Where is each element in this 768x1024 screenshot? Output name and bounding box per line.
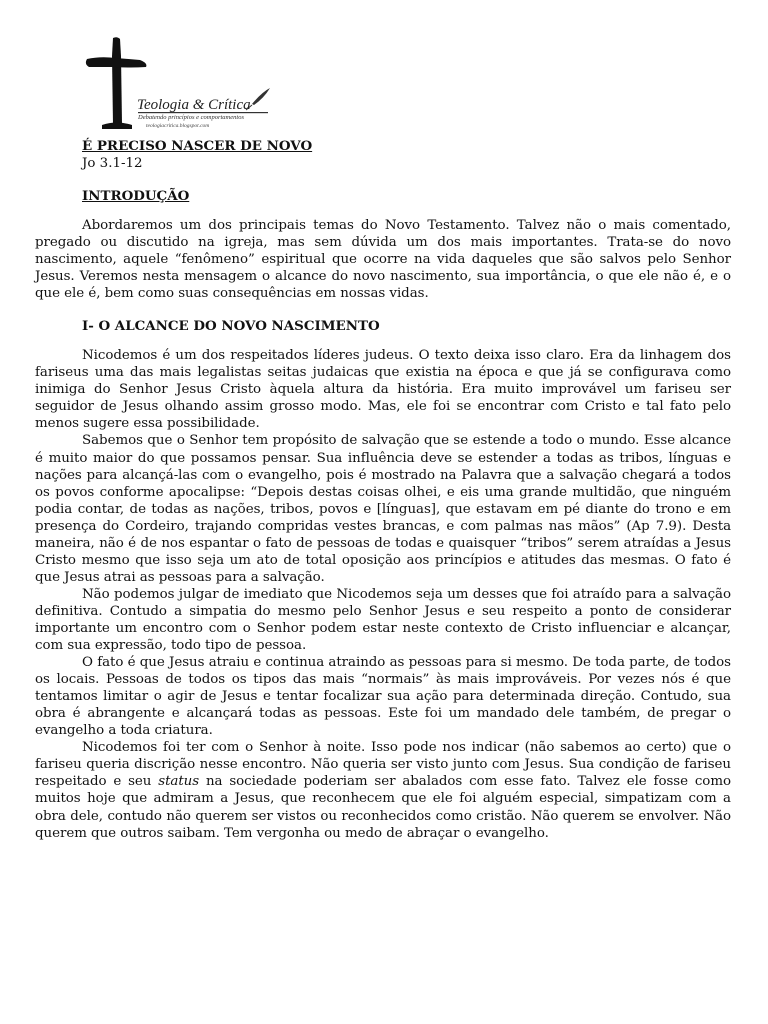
text-run: Nicodemos foi ter com o Senhor à noite. Isso pode nos indicar (não sabemos ao certo) que o fariseu queria discrição nesse encontro. Não queria ser visto junto com Jesus. Sua condição de fariseu respeitado e seu [35, 740, 731, 790]
logo-url: teologiacritica.blogspot.com [146, 123, 210, 129]
body-paragraph: Sabemos que o Senhor tem propósito de salvação que se estende a todo o mundo. Esse alcance é muito maior do que possamos pensar. Sua influência deve se estender a todas as tribos, línguas e nações para alcançá-las com o evangelho, pois é mostrado na Palavra que a salvação chegará a todos os povos conforme apocalipse: “Depois destas coisas olhei, e eis uma grande multidão, que ninguém podia contar, de todas as nações, tribos, povos e [línguas], que estavam em pé diante do trono e em presença do Cordeiro, trajando compridas vestes brancas, e com palmas nas mãos” (Ap 7.9). Desta maneira, não é de nos espantar o fato de pessoas de todas e quaisquer “tribos” serem atraídas a Jesus Cristo mesmo que isso seja um ato de total oposição aos princípios e atitudes das mesmas. O fato é que Jesus atrai as pessoas para a salvação. [35, 433, 731, 585]
body-paragraph: Não podemos julgar de imediato que Nicodemos seja um desses que foi atraído para a salvação definitiva. Contudo a simpatia do mesmo pelo Senhor Jesus e seu respeito a ponto de considerar importante um encontro com o Senhor podem estar neste contexto de Cristo influenciar e alcançar, com sua expressão, todo tipo de pessoa. [35, 586, 731, 654]
document-title: É PRECISO NASCER DE NOVO [82, 138, 313, 154]
section-heading: I- O ALCANCE DO NOVO NASCIMENTO [82, 318, 380, 335]
blog-logo [80, 34, 280, 134]
body-paragraph: O fato é que Jesus atraiu e continua atraindo as pessoas para si mesmo. De toda parte, de todos os locais. Pessoas de todos os tipos das mais “normais” às mais improváveis. Por vezes nós é que tentamos limitar o agir de Jesus e tentar focalizar sua ação para determinada direção. Contudo, sua obra é abrangente e alcançará todas as pessoas. Este foi um mandado dele também, de pregar o evangelho a toda criatura. [35, 655, 731, 739]
italic-term: status [158, 774, 200, 790]
text-run: na sociedade poderiam ser abalados com esse fato. Talvez ele fosse como muitos hoje que admiram a Jesus, que reconhecem que ele foi alguém especial, simpatizam com a obra dele, contudo não querem ser vistos ou reconhecidos como cristão. Não querem se envolver. Não querem que outros saibam. Tem vergonha ou medo de abraçar o evangelho. [35, 774, 731, 841]
document-body [35, 138, 731, 842]
logo-tagline: Debatendo princípios e comportamentos [138, 114, 244, 121]
body-paragraph-last [35, 739, 731, 841]
scripture-reference: Jo 3.1-12 [82, 156, 143, 171]
logo-name: Teologia & Crítica [137, 97, 251, 113]
intro-paragraph: Abordaremos um dos principais temas do Novo Testamento. Talvez não o mais comentado, pregado ou discutido na igreja, mas sem dúvida um dos mais importantes. Trata-se do novo nascimento, aquele “fenômeno” espiritual que ocorre na vida daqueles que são salvos pelo Senhor Jesus. Veremos nesta mensagem o alcance do novo nascimento, sua importância, o que ele não é, e o que ele é, bem como suas consequências em nossas vidas. [35, 218, 731, 302]
body-paragraph: Nicodemos é um dos respeitados líderes judeus. O texto deixa isso claro. Era da linhagem dos fariseus uma das mais legalistas seitas judaicas que existia na época e que já se configurava como inimiga do Senhor Jesus Cristo àquela altura da história. Era muito improvável um fariseu ser seguidor de Jesus olhando assim grosso modo. Mas, ele foi se encontrar com Cristo e tal fato pelo menos sugere essa possibilidade. [35, 348, 731, 432]
intro-heading: INTRODUÇÃO [82, 188, 190, 204]
